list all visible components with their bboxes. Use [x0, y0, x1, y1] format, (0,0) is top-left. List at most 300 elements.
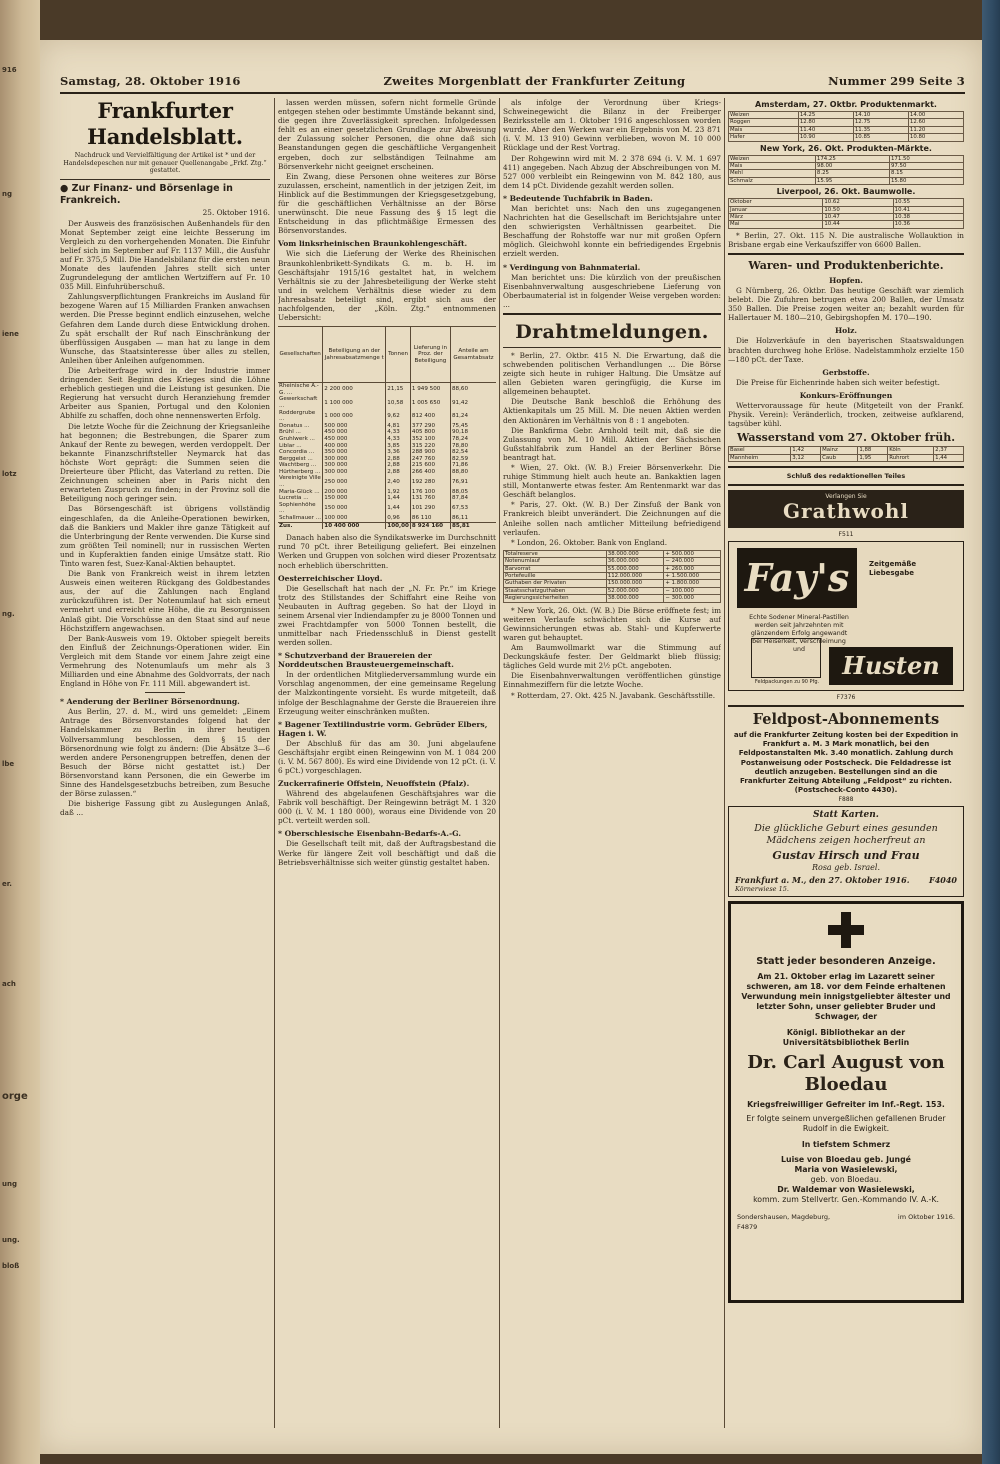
table-row	[729, 447, 964, 454]
article-body	[728, 286, 964, 322]
table-cell: 2 200 000	[323, 383, 386, 397]
table-cell: Januar	[729, 206, 823, 213]
article-subhead: Zuckerrafinerie Offstein, Neuoffstein (Pfalz).	[278, 779, 470, 789]
table-cell: − 300.000	[664, 595, 721, 602]
table-cell: Berggeist ...	[279, 455, 313, 462]
article-subhead: Holz.	[834, 326, 858, 336]
table-cell: Maria-Glück ...	[279, 488, 320, 495]
binding-fragment: ach	[2, 980, 16, 988]
article-subhead: * Aenderung der Berliner Börsenordnung.	[60, 697, 240, 707]
table-cell: 450 000	[323, 436, 386, 443]
page-header	[60, 72, 965, 90]
table-cell: 812 400	[410, 410, 450, 423]
table-row	[278, 456, 496, 463]
table-cell: 100,00	[387, 522, 409, 529]
newyork-market-table	[728, 155, 964, 186]
article-body	[503, 606, 721, 700]
masthead-note: Nachdruck und Vervielfältigung der Artikel ist * und der Handelsdepeschen nur mit genauer Quellenangabe „Frkf. Ztg.“ gestattet.	[63, 152, 267, 174]
table-cell: 81,24	[451, 410, 497, 423]
table-cell: 2,88	[386, 456, 411, 463]
article-dateline: 25. Oktober 1916.	[202, 207, 270, 217]
announcement-text: Die glückliche Geburt eines gesunden Mädchens zeigen hocherfreut an	[754, 823, 938, 847]
table-body	[729, 155, 964, 185]
ad-code: F511	[838, 530, 854, 538]
table-cell: 10.55	[893, 199, 963, 206]
table-cell: Concordia ...	[279, 449, 315, 456]
binding-fragment: ng.	[2, 610, 15, 618]
table-cell: 86,11	[451, 515, 497, 522]
paragraph: * Berlin, 27. Okt. 115 N. Die australische Wollauktion in Brisbane ergab eine Verkaufsziffer von 6600 Ballen.	[728, 230, 964, 249]
article-body	[60, 219, 270, 689]
section-masthead: Frankfurter Handelsblatt.	[87, 98, 243, 149]
paragraph: Man berichtet uns: Nach den uns zugegangenen Nachrichten hat die Gesellschaft im Berichtsjahre unter den schwierigsten Verhältnissen gearbeitet. Die Beschaffung der Rohstoffe war nur mit großen Opfern möglich. Gleichwohl konnte ein befriedigendes Ergebnis erzielt werden.	[503, 203, 721, 259]
table-cell: 78,24	[451, 436, 497, 443]
table-cell: 8.25	[815, 170, 889, 177]
table-cell: Wachtberg ...	[279, 462, 317, 469]
table-cell: 0,96	[386, 515, 411, 522]
header-page-number: Nummer 299 Seite 3	[828, 74, 965, 88]
table-body	[729, 447, 964, 462]
table-cell: Hafer	[729, 134, 799, 141]
table-cell: Rheinische A.-G. ...	[279, 383, 319, 396]
table-cell: 300 000	[323, 469, 386, 476]
ad-fays	[728, 541, 964, 691]
table-cell: 11.40	[798, 126, 853, 133]
column-markets-ads	[728, 98, 964, 1428]
announcement-address: Körnerwiese 15.	[735, 885, 789, 894]
table-cell: Roddergrube ...	[279, 409, 316, 423]
table-cell: Mehl	[729, 170, 816, 177]
table-cell: 200 000	[323, 489, 386, 496]
table-cell: 1,44	[934, 454, 964, 461]
rule	[728, 705, 964, 707]
table-cell: 11.20	[908, 126, 963, 133]
paragraph: Die Bankfirma Gebr. Arnhold teilt mit, daß sie die Zulassung von M. 10 Mill. Aktien der Sächsischen Gußstahlfabrik zum Handel an der Berliner Börse beantragt hat.	[503, 425, 721, 462]
paragraph: * Rotterdam, 27. Okt. 425 N. Javabank. Geschäftsstille.	[511, 690, 716, 700]
binding-fragment: iene	[2, 330, 19, 338]
table-row	[278, 383, 496, 397]
notice-name: Dr. Carl August von Bloedau	[747, 1052, 945, 1096]
table-cell: Portefeuille	[504, 573, 607, 580]
table-row	[278, 495, 496, 502]
table-cell: Köln	[888, 447, 934, 454]
notice-signature: Maria von Wasielewski,	[794, 1165, 898, 1175]
article-body	[278, 670, 496, 715]
article-subhead: Hopfen.	[829, 276, 863, 286]
article-subhead: Vom linksrheinischen Braunkohlengeschäft.	[278, 239, 468, 249]
paragraph: Aus Berlin, 27. d. M., wird uns gemeldet: „Einem Antrage des Börsenvorstandes folgend hat der Handelskammer zu Berlin in ihrer heutigen Vollversammlung beschlossen, dem § 15 der Börsenordnung wie folgt zu ändern: (Die Absätze 3—6 werden andere Personengruppen betreffen, denen der Besuch der Börse nicht gestattet ist.) Der Börsenvorstand kann Personen, die ein Gewerbe im Sinne des Handelsgesetzbuchs betreiben, zum Besuche der Börse zulassen.“	[60, 707, 270, 799]
table-row	[504, 580, 721, 587]
table-cell: Mannheim	[729, 454, 791, 461]
table-cell: 55.000.000	[606, 565, 664, 572]
paragraph: Die Holzverkäufe in den bayerischen Staatswaldungen brachten durchweg hohe Erlöse. Nadelstammholz erzielte 150—180 pCt. der Taxe.	[728, 336, 964, 364]
paragraph: Die Gesellschaft teilt mit, daß der Auftragsbestand die Werke für längere Zeit voll beschäftigt und daß die Betriebsverhältnisse sich weiter günstig gestaltet haben.	[278, 839, 496, 867]
table-cell: 12.80	[798, 119, 853, 126]
article-subhead: * Verdingung von Bahnmaterial.	[503, 262, 641, 272]
table-cell: 10.41	[893, 206, 963, 213]
table-cell: 1,95	[858, 454, 888, 461]
notice-place	[737, 1213, 955, 1221]
table-row	[278, 449, 496, 456]
table-cell: 52.000.000	[606, 587, 664, 594]
paragraph: * Wien, 27. Okt. (W. B.) Freier Börsenverkehr. Die ruhige Stimmung hielt auch heute an. Bankaktien lagen still, Montanwerte etwas fester. Am Rentenmarkt war das Geschäft belanglos.	[503, 463, 721, 500]
death-notice	[728, 901, 964, 1303]
binding-fragment: lotz	[2, 470, 17, 478]
table-cell: 38.000.000	[606, 550, 664, 557]
table-row	[278, 469, 496, 476]
announcement-names: Gustav Hirsch und Frau	[772, 849, 920, 863]
table-cell: 215 600	[410, 462, 450, 469]
table-row	[278, 396, 496, 409]
table-cell: 14.10	[853, 112, 908, 119]
table-row	[729, 126, 964, 133]
paragraph: Die letzte Woche für die Zeichnung der Kriegsanleihe hat begonnen; die Bestrebungen, die Sparer zum Ankauf der Rente zu bewegen, werden verdoppelt. Der bekannte Finanzschriftsteller Neymarck hat das höchste Wort geprägt: die Summen seien die Dreierteure über Pflicht, das Vaterland zu retten. Die Zeichnungen scheinen aber in Paris nicht den erwarteten Zuspruch zu finden; in der Provinz soll die Beteiligung noch geringer sein.	[60, 421, 270, 504]
rule	[728, 466, 964, 468]
table-cell: 85,81	[451, 522, 497, 529]
table-cell: Guthaben der Privaten	[504, 580, 607, 587]
table-cell: + 1.500.000	[664, 573, 721, 580]
table-cell: Ruhrort	[888, 454, 934, 461]
table-cell: Regierungssicherheiten	[504, 595, 607, 602]
table-row	[729, 177, 964, 184]
paragraph: Die Bank von Frankreich weist in ihrem letzten Ausweis einen weiteren Rückgang des Goldbestandes aus, der auf die Zahlungen nach England zurückzuführen ist. Der Notenumlauf hat sich erneut vermehrt und erreicht eine Höhe, die zu Besorgnissen Anlaß gibt. Die Vorschüsse an den Staat sind auf neue Höchstziffern angewachsen.	[60, 569, 270, 633]
table-cell: − 240.000	[664, 558, 721, 565]
konkurs-title: Konkurs-Eröffnungen	[799, 390, 893, 400]
column-two	[278, 98, 496, 1428]
table-cell: Mais	[729, 126, 799, 133]
notice-head: Statt jeder besonderen Anzeige.	[756, 956, 936, 968]
paragraph: Die Preise für Eichenrinde haben sich weiter befestigt.	[736, 377, 940, 387]
paragraph: Während des abgelaufenen Geschäftsjahres war die Fabrik voll beschäftigt. Der Reingewinn beträgt M. 1 320 000 (i. V. M. 1 180 000), woraus eine Dividende von 20 pCt. verteilt werden soll.	[278, 789, 496, 826]
paragraph: Die Arbeiterfrage wird in der Industrie immer dringender. Seit Beginn des Krieges sind die Löhne erheblich gestiegen und die Leistung ist gesunken. Die Regierung hat versucht durch Heranziehung fremder Arbeiter aus Spanien, Portugal und den Kolonien Abhilfe zu schaffen, doch ohne nennenswerten Erfolg.	[60, 366, 270, 421]
table-cell: 38.000.000	[606, 595, 664, 602]
table-cell: 352 100	[410, 436, 450, 443]
table-header: Gesellschaften	[278, 327, 323, 383]
announcement-names: Rosa geb. Israel.	[811, 863, 880, 873]
paragraph: Die Deutsche Bank beschloß die Erhöhung des Aktienkapitals um 25 Mill. M. Die neuen Aktien werden den Aktionären im Verhältnis von 8 : 1 angeboten.	[503, 397, 721, 425]
table-cell: Zus.	[279, 522, 293, 529]
paragraph: Der Ausweis des französischen Außenhandels für den Monat September zeigt eine leichte Besserung im Vergleich zu den vorhergehenden Monaten. Die Einfuhr belief sich im September auf Fr. 1137 Mill., die Ausfuhr auf Fr. 375,5 Mill. Die Handelsbilanz für die ersten neun Monate des laufenden Jahres stellt sich unter Zugrundelegung der amtlichen Wertziffern auf Fr. 10 035 Mill. Einfuhrüberschuß.	[60, 218, 270, 292]
table-cell: 2,88	[386, 469, 411, 476]
table-cell: 10.36	[893, 221, 963, 228]
rule	[145, 692, 185, 693]
table-cell: 377 290	[410, 423, 450, 430]
newspaper-page	[40, 40, 982, 1454]
table-cell: − 100.000	[664, 587, 721, 594]
table-cell: 450 000	[323, 429, 386, 436]
paragraph: Zahlungsverpflichtungen Frankreichs im Ausland für bezogene Waren auf 15 Milliarden Franken anwachsen werden. Die Presse beginnt endlich einzusehen, welche Gefahren dem Lande durch diese Entwicklung drohen. Zu spät erschallt der Ruf nach Einschränkung der überflüssigen Ausgaben — man hat zu lange in dem Wunsche, das Staatsinteresse über alles zu stellen, Anleihen über Anleihen aufgenommen.	[60, 292, 270, 365]
article-body	[503, 351, 721, 547]
table-row	[504, 587, 721, 594]
table-cell: 12.75	[853, 119, 908, 126]
binding-fragment: er.	[2, 880, 12, 888]
ad-text: Verlangen Sie	[825, 492, 867, 500]
binding-edge	[0, 0, 40, 1464]
article-body	[278, 739, 496, 775]
table-cell: 90,18	[451, 429, 497, 436]
table-cell: 405 800	[410, 429, 450, 436]
table-cell: Totalreserve	[504, 550, 607, 557]
table-cell: 1,42	[791, 447, 821, 454]
article-subhead: * Bedeutende Tuchfabrik in Baden.	[503, 193, 653, 203]
header-publication: Zweites Morgenblatt der Frankfurter Zeitung	[383, 74, 686, 88]
paragraph: als infolge der Verordnung über Kriegs-Schweinegewicht die Bilanz in der Freiberger Bezirksstelle am 1. Oktober 1916 angeschlossen worden wurde. Aber den Werken war ein Ergebnis von M. 23 871 (i. V. M. 13 910) Gewinn verblieben, wovon M. 10 000 Rücklage und der Rest Vortrag.	[503, 98, 721, 153]
rule	[503, 313, 721, 315]
table-cell: 11.35	[853, 126, 908, 133]
paragraph: * London, 26. Oktober. Bank von England.	[511, 537, 668, 547]
binding-fragment: 916	[2, 66, 17, 74]
paragraph: In der ordentlichen Mitgliederversammlung wurde ein Vorschlag angenommen, der eine gemeinsame Regelung der Malzkontingente vorsieht. Es wurde mitgeteilt, daß infolge der Beschlagnahme der Gerste die Brauereien ihre Erzeugung weiter einschränken mußten.	[278, 670, 496, 716]
braunkohle-table	[278, 326, 496, 529]
bank-of-england-table	[503, 550, 721, 603]
table-cell: 300 000	[323, 462, 386, 469]
table-cell: 400 000	[323, 443, 386, 450]
table-cell: Gruhlwerk ...	[279, 435, 315, 442]
table-cell: 10 400 000	[323, 522, 386, 529]
article-body	[278, 533, 496, 569]
header-date: Samstag, 28. Oktober 1916	[60, 74, 241, 88]
table-cell: 88,80	[451, 469, 497, 476]
table-row	[504, 558, 721, 565]
article-body	[278, 789, 496, 825]
liverpool-market-table	[728, 198, 964, 229]
table-row	[729, 199, 964, 206]
table-row	[729, 170, 964, 177]
paragraph: Wie sich die Lieferung der Werke des Rheinischen Braunkohlenbrikett-Syndikats G. m. b. H. im Geschäftsjahr 1915/16 gestaltet hat, in welchem Verhältnis sie zu der Jahresbeteiligung der Werke steht und in welchem Verhältnis diese wieder zu dem Jahresabsatz beteiligt sind, ergibt sich aus der nachfolgenden, der „Köln. Ztg.“ entnommenen Uebersicht:	[278, 249, 496, 323]
table-cell: 2,40	[386, 475, 411, 488]
table-body	[504, 550, 721, 602]
table-cell: 1 100 000	[323, 396, 386, 409]
table-cell: 100 000	[323, 515, 386, 522]
article-body	[728, 378, 964, 387]
rule	[728, 253, 964, 255]
table-cell: Lucretia ...	[279, 495, 309, 502]
paragraph: Der Rohgewinn wird mit M. 2 378 694 (i. V. M. 1 697 411) angegeben. Nach Abzug der Abschreibungen von M. 527 000 verbleibt ein Reingewinn von M. 842 180, aus dem 14 pCt. Dividende gezahlt werden sollen.	[503, 153, 721, 190]
table-cell: 91,42	[451, 396, 497, 409]
paragraph: Man berichtet uns: Die kürzlich von der preußischen Eisenbahnverwaltung ausgeschriebene Lieferung von Oberbaumaterial ist in folgender Weise vergeben worden: ...	[503, 272, 721, 309]
article-body	[278, 839, 496, 866]
ad-grathwohl	[728, 490, 964, 528]
product-box-illustration	[751, 638, 821, 678]
article-subhead: * Bagener Textilindustrie vorm. Gebrüder Elbers, Hagen i. W.	[278, 719, 488, 738]
table-body	[729, 112, 964, 142]
table-cell: 76,91	[451, 475, 497, 488]
table-cell: 300 000	[323, 456, 386, 463]
table-row	[504, 565, 721, 572]
feldpost-title: Feldpost-Abonnements	[752, 710, 940, 728]
table-cell: 500 000	[323, 423, 386, 430]
paragraph: Die Eisenbahnverwaltungen veröffentlichen günstige Einnahmeziffern für die letzte Woche.	[503, 671, 721, 690]
rule	[728, 484, 964, 486]
table-cell: 101 290	[410, 502, 450, 515]
table-cell: 288 900	[410, 449, 450, 456]
paragraph: Der Bank-Ausweis vom 19. Oktober spiegelt bereits den Einfluß der Zeichnungs-Operationen wider. Ein Vergleich mit dem Stande vor einem Jahre zeigt eine Vermehrung des Notenumlaufs um mehr als 3 Milliarden und eine Abnahme des Goldvorrats, der nach England in Höhe von Fr. 111 Mill. abgewandert ist.	[60, 633, 270, 689]
table-cell: Gewerkschaft ...	[279, 396, 318, 409]
paragraph: Wettervoraussage für heute (Mitgeteilt von der Frankf. Physik. Verein): Veränderlich, trocken, zeitweise aufklarend, tagsüber kühl.	[728, 400, 964, 428]
right-binding-edge	[982, 0, 1000, 1464]
table-cell: 10.38	[893, 214, 963, 221]
table-cell: 88,05	[451, 489, 497, 496]
birth-announcement	[728, 806, 964, 897]
ad-code: F4040	[929, 875, 957, 886]
table-cell: 10.85	[853, 134, 908, 141]
market-title: Amsterdam, 27. Oktbr. Produktenmarkt.	[755, 100, 937, 109]
table-cell: März	[729, 214, 823, 221]
ad-text: Zeitgemäße Liebesgabe	[869, 559, 917, 577]
announcement-head: Statt Karten.	[813, 810, 879, 821]
table-cell: 1 949 500	[410, 383, 450, 397]
paragraph: Ein Zwang, diese Personen ohne weiteres zur Börse zuzulassen, erscheint, namentlich in der jetzigen Zeit, im Hinblick auf die Bestimmungen der Kriegsgesetzgebung, für die geschäftlichen Verhältnisse an der Börse unerwünscht. Die neue Fassung des § 15 legt die Entscheidung in das pflichtmäßige Ermessen des Börsenvorstandes.	[278, 171, 496, 236]
table-cell: 8.15	[889, 170, 963, 177]
table-cell: 4,81	[386, 423, 411, 430]
binding-fragment: ung	[2, 1180, 17, 1188]
article-subhead: Oesterreichischer Lloyd.	[278, 573, 383, 583]
notice-signature: Dr. Waldemar von Wasielewski,	[777, 1185, 915, 1195]
table-cell: 266 400	[410, 469, 450, 476]
paragraph: Der Abschluß für das am 30. Juni abgelaufene Geschäftsjahr ergibt einen Reingewinn von M. 1 084 200 (i. V. M. 567 800). Es wird eine Dividende von 12 pCt. (i. V. 6 pCt.) vorgeschlagen.	[278, 738, 496, 775]
table-cell: 3,12	[791, 454, 821, 461]
article-title: ● Zur Finanz- und Börsenlage in Frankreich.	[60, 182, 233, 206]
table-row	[278, 502, 496, 515]
table-cell: 315 220	[410, 443, 450, 450]
binding-fragment: orge	[2, 1091, 28, 1102]
ad-code: F4879	[737, 1223, 758, 1232]
table-cell: 192 280	[410, 475, 450, 488]
amsterdam-market-table	[728, 111, 964, 142]
table-row	[729, 454, 964, 461]
column-handelsblatt	[60, 98, 270, 1428]
table-cell: 88,60	[451, 383, 497, 397]
table-body	[278, 383, 496, 530]
table-cell: 67,53	[451, 502, 497, 515]
feldpost-text: auf die Frankfurter Zeitung kosten bei der Expedition in Frankfurt a. M. 3 Mark monatlich, bei den Feldpostanstalten Mk. 3.40 monatlich. Zahlung durch Postanweisung oder Postscheck. Die Feldadresse ist deutlich anzugeben. Bestellungen sind an die Frankfurter Zeitung Abteilung „Feldpost“ zu richten. (Postscheck-Conto 4430).	[733, 729, 959, 795]
table-cell: 247 760	[410, 456, 450, 463]
article-subhead: * Oberschlesische Eisenbahn-Bedarfs-A.-G.	[278, 829, 462, 839]
notice-rank: Kriegsfreiwilliger Gefreiter im Inf.-Regt. 153.	[747, 1100, 945, 1110]
table-row	[729, 134, 964, 141]
table-cell: 10.80	[908, 134, 963, 141]
notice-text: Am 21. Oktober erlag im Lazarett seiner schweren, am 18. vor dem Feinde erhaltenen Verwundung mein innigstgeliebter ältester und letzter Sohn, unser geliebter Bruder und Schwager, der	[741, 972, 951, 1022]
table-cell: Sophienhöhe ...	[279, 501, 316, 515]
table-row	[278, 515, 496, 522]
market-title: Liverpool, 26. Okt. Baumwolle.	[776, 187, 916, 197]
paragraph: Am Baumwollmarkt war die Stimmung auf Deckungskäufe fester. Der Geldmarkt blieb flüssig; tägliches Geld wurde mit 2½ pCt. angeboten.	[503, 643, 721, 671]
table-cell: 8 924 160	[410, 522, 450, 529]
notice-follow: Er folgte seinem unvergeßlichen gefallenen Bruder Rudolf in die Ewigkeit.	[746, 1114, 946, 1134]
table-row	[729, 206, 964, 213]
binding-fragment: ung.	[2, 1236, 20, 1244]
column-three	[503, 98, 721, 1428]
table-cell: 2,88	[386, 462, 411, 469]
table-cell: 250 000	[323, 475, 386, 488]
table-cell: 174.25	[815, 155, 889, 162]
table-cell: 36.000.000	[606, 558, 664, 565]
table-cell: 1,44	[386, 502, 411, 515]
table-cell: 1 000 000	[323, 410, 386, 423]
table-cell: 21,15	[386, 383, 411, 397]
table-cell: Caub	[821, 454, 858, 461]
table-cell: Brühl ...	[279, 429, 301, 436]
table-cell: + 1.800.000	[664, 580, 721, 587]
table-cell: 4,33	[386, 436, 411, 443]
ad-caption: Feldpackungen zu 90 Pfg.	[754, 678, 820, 685]
table-header: Anteile am Gesamtabsatz	[451, 327, 497, 383]
table-cell: Donatus ...	[279, 422, 310, 429]
ad-code: F7376	[836, 693, 856, 701]
table-cell: 14.00	[908, 112, 963, 119]
article-body	[503, 98, 721, 190]
notice-place-text: Sondershausen, Magdeburg,	[737, 1213, 831, 1222]
table-row	[278, 410, 496, 423]
table-row	[729, 163, 964, 170]
notice-signature: geb. von Bloedau.	[810, 1175, 882, 1185]
table-cell: 350 000	[323, 449, 386, 456]
table-row	[278, 462, 496, 469]
table-cell: 12.60	[908, 119, 963, 126]
column-rule	[724, 98, 725, 1428]
article-body	[503, 273, 721, 309]
article-body	[278, 249, 496, 322]
ad-brand: Husten	[829, 647, 953, 685]
table-cell: 82,59	[451, 456, 497, 463]
table-cell: 150 000	[323, 495, 386, 502]
table-cell: Schmalz	[729, 177, 816, 184]
notice-mourning: In tiefstem Schmerz	[801, 1140, 891, 1150]
announcement-date: Frankfurt a. M., den 27. Oktober 1916.	[735, 875, 910, 886]
table-cell: Oktober	[729, 199, 823, 206]
binding-fragment: ng	[2, 190, 12, 198]
table-row	[504, 595, 721, 602]
table-cell: 1,92	[386, 489, 411, 496]
table-cell: Weizen	[729, 112, 799, 119]
table-cell: 150 000	[323, 502, 386, 515]
column-rule	[274, 98, 275, 1428]
table-header: Beteiligung an der Jahresabsatzmenge t	[323, 327, 386, 383]
article-body	[728, 336, 964, 363]
article-body	[278, 584, 496, 648]
ad-brand: Grathwohl	[782, 498, 910, 523]
table-cell: 71,86	[451, 462, 497, 469]
table-cell: 87,84	[451, 495, 497, 502]
table-cell: Basel	[729, 447, 791, 454]
paragraph: Die Gesellschaft hat nach der „N. Fr. Pr.“ im Kriege trotz des Stillstandes der Schiffahrt eine Reihe von Neubauten in Auftrag gegeben. So hat der Lloyd in seinem Arsenal vier Indiendampfer zu je 8000 Tonnen und zwei Frachtdampfer von 5000 Tonnen bestellt, die unmittelbar nach Friedensschluß in Dienst gestellt werden sollen.	[278, 583, 496, 648]
wetter-note	[728, 401, 964, 428]
paragraph: * Berlin, 27. Oktbr. 415 N. Die Erwartung, daß die schwebenden politischen Verhandlungen ... Die Börse zeigte sich heute in ruhiger Haltung. Die Umsätze auf allen Gebieten waren geringfügig, die Kurse im allgemeinen behauptet.	[503, 350, 721, 397]
table-row	[278, 436, 496, 443]
ad-brand: Fay's	[737, 548, 857, 608]
table-cell: Hürtherberg ...	[279, 468, 321, 475]
table-row	[504, 550, 721, 557]
table-cell: Mais	[729, 163, 816, 170]
table-cell: 1,88	[858, 447, 888, 454]
wasserstand-table	[728, 446, 964, 462]
table-cell: 150.000.000	[606, 580, 664, 587]
table-row	[278, 489, 496, 496]
table-cell: + 500.000	[664, 550, 721, 557]
table-cell: 9,62	[386, 410, 411, 423]
table-cell: Schallmauer ...	[279, 515, 321, 522]
table-row	[729, 214, 964, 221]
table-cell: 3,36	[386, 449, 411, 456]
table-header: Lieferung in Proz. der Beteiligung	[410, 327, 450, 383]
table-cell: 15.95	[815, 177, 889, 184]
paragraph: G Nürnberg, 26. Oktbr. Das heutige Geschäft war ziemlich belebt. Die Zufuhren betrugen etwa 200 Ballen, der Umsatz 350 Ballen. Die Preise zogen weiter an; bezahlt wurden für Hallertauer M. 180—210, Gebirgshopfen M. 170—190.	[728, 286, 964, 323]
announcement-place	[735, 875, 957, 885]
table-cell: 86 110	[410, 515, 450, 522]
table-row	[729, 155, 964, 162]
ad-code: F888	[838, 796, 854, 804]
table-row	[729, 119, 964, 126]
